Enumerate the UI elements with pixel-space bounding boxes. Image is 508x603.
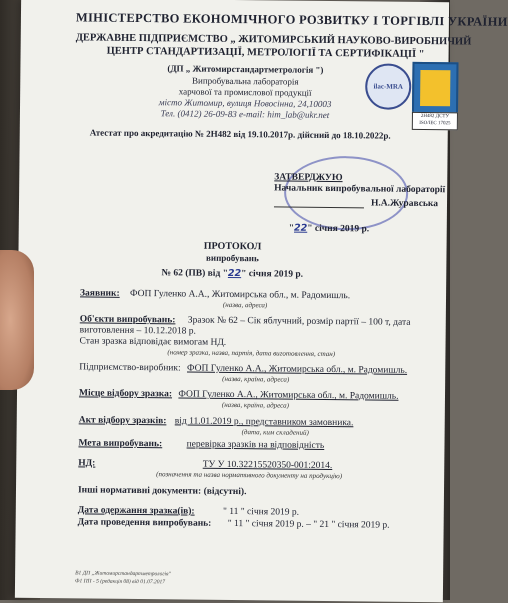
protocol-title: ПРОТОКОЛ: [203, 240, 262, 253]
lab-address: місто Житомир, вулиця Новосінна, 24,10003: [158, 97, 332, 110]
purpose-value: перевірка зразків на відповідність: [186, 439, 325, 451]
protocol-number-day: 22: [227, 267, 242, 280]
ministry-title: МІНІСТЕРСТВО ЕКОНОМІЧНОГО РОЗВИТКУ І ТОРГІВЛІ УКРАЇНИ: [75, 10, 508, 29]
hand-thumb: [0, 250, 34, 390]
objects-value-3: Стан зразка відповідає вимогам НД.: [79, 336, 227, 348]
objects-value-2: виготовлення – 10.12.2018 р.: [79, 325, 196, 337]
approval-date: "22" січня 2019 р.: [288, 222, 370, 235]
purpose-label: Мета випробувань:: [78, 438, 163, 450]
tested-label: Дата проведення випробувань:: [77, 517, 212, 529]
tested-row: [78, 517, 390, 530]
approval-position: Начальник випробувальної лабораторії: [274, 183, 446, 196]
document-sheet: [15, 0, 508, 602]
sampling-place-row: [79, 388, 399, 401]
customer-value: ФОП Гуленко А.А., Житомирська обл., м. Радомишль.: [130, 288, 351, 302]
ilac-mra-logo: ilac-MRA: [365, 63, 411, 109]
lab-contacts: Тел. (0412) 26-09-83 e-mail: him_lab@ukr.net: [160, 108, 330, 121]
protocol-subtitle: випробувань: [206, 252, 259, 264]
accreditation-logo-mark: [420, 70, 450, 106]
approval-signer: Н.А.Журавська: [370, 198, 439, 210]
objects-label: Об'єкти випробувань:: [79, 314, 176, 326]
sampling-place-label: Місце відбору зразка:: [78, 388, 173, 400]
received-label: Дата одержання зразка(ів):: [77, 505, 195, 517]
protocol-number: № 62 (ПВ) від "22" січня 2019 р.: [161, 267, 304, 280]
nd-value: ТУ У 10.32215520350-001:2014.: [202, 459, 333, 472]
objects-hint: (номер зразка, назва, партія, дата виготовлення, стан): [167, 348, 336, 359]
footer-line-2: Ф1 ПП - 5 (редакція 08) від 01.07.2017: [75, 578, 166, 586]
organization-line-1: ДЕРЖАВНЕ ПІДПРИЄМСТВО „ ЖИТОМИРСЬКИЙ НАУКОВО-ВИРОБНИЧИЙ: [75, 32, 472, 48]
maker-row: [79, 362, 407, 375]
organization-short: (ДП „ Житомирстандартметрологія "): [167, 63, 324, 75]
nd-row: [78, 458, 332, 471]
lab-name-line-2: харчової та промислової продукції: [178, 86, 312, 98]
customer-hint: (назва, адреса): [222, 300, 268, 310]
objects-value-1: Зразок № 62 – Сік яблучний, розмір партії – 100 т, дата: [187, 315, 411, 328]
footer-line-1: В1 ДП „Житомирстандартметрологія": [75, 570, 171, 578]
customer-label: Заявник:: [80, 288, 120, 299]
purpose-row: [78, 438, 324, 451]
accreditation-certificate: Атестат про акредитацію № 2Н482 від 19.10.2017р. дійсний до 18.10.2022р.: [89, 127, 391, 141]
lab-name-line-1: Випробувальна лабораторія: [191, 75, 299, 87]
nd-hint: (позначення та назва нормативного документу на продукцію): [156, 470, 343, 481]
sampling-place-hint: (назва, країна, адреса): [221, 400, 289, 410]
nd-label: НД:: [78, 458, 96, 469]
customer-row: [80, 288, 350, 301]
accreditation-code-box: 2Н482 ДСТУ ISO/IEC 17025: [412, 112, 458, 130]
other-docs: Інші нормативні документи: (відсутні).: [77, 485, 247, 498]
approval-title: ЗАТВЕРДЖУЮ: [274, 172, 343, 184]
received-value: " 11 " січня 2019 р.: [222, 506, 300, 518]
sampling-act-row: [79, 415, 354, 428]
maker-label: Підприємство-виробник:: [79, 362, 181, 374]
accreditation-logo: [412, 62, 459, 114]
maker-value: ФОП Гуленко А.А., Житомирська обл., м. Радомишль.: [186, 363, 408, 376]
sampling-act-value: від 11.01.2019 р., представником замовника.: [174, 416, 354, 429]
tested-value: " 11 " січня 2019 р. – " 21 " січня 2019 р.: [227, 518, 390, 531]
sampling-act-hint: (дата, ким складений): [241, 428, 309, 437]
sampling-place-value: ФОП Гуленко А.А., Житомирська обл., м. Радомишль.: [178, 389, 399, 402]
organization-line-2: ЦЕНТР СТАНДАРТИЗАЦІЇ, МЕТРОЛОГІЇ ТА СЕРТИФІКАЦІЇ ": [106, 45, 425, 61]
approval-date-day: 22: [293, 222, 308, 234]
sampling-act-label: Акт відбору зразків:: [78, 415, 167, 427]
maker-hint: (назва, країна, адреса): [222, 374, 290, 384]
received-row: [78, 505, 299, 517]
